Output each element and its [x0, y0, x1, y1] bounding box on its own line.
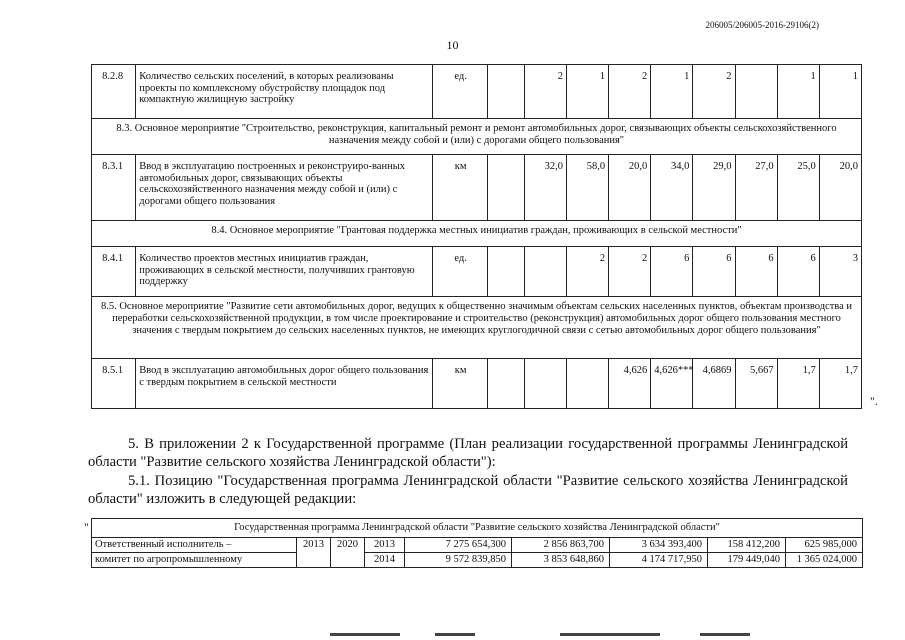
- indicator-name: Количество проектов местных инициатив граждан, проживающих в сельской местности, получивших грантовую поддержку: [136, 247, 433, 297]
- value-cell: 1: [819, 65, 861, 119]
- start-year: 2013: [297, 538, 331, 568]
- unit-cell: ед.: [433, 247, 488, 297]
- federal-cell: 2 856 863,700: [512, 538, 610, 553]
- unit-cell: км: [433, 359, 488, 409]
- row-number: 8.2.8: [92, 65, 136, 119]
- value-cell: 2: [524, 65, 566, 119]
- value-cell: 20,0: [609, 155, 651, 221]
- section-title: 8.3. Основное мероприятие "Строительство, реконструкция, капитальный ремонт и ремонт автомобильных дорог, связывающих объекты сельскохозяйственного назначения между собой и (или) с дорогами общего пользования": [92, 119, 862, 155]
- total-cell: 9 572 839,850: [405, 553, 512, 568]
- value-cell: 34,0: [651, 155, 693, 221]
- document-id: 206005/206005-2016-29106(2): [705, 20, 819, 30]
- scan-artifact: [560, 633, 660, 636]
- value-cell: 3: [819, 247, 861, 297]
- value-cell: 1: [651, 65, 693, 119]
- table-row: [92, 247, 862, 297]
- value-cell: 27,0: [735, 155, 777, 221]
- value-cell: 2: [693, 65, 735, 119]
- value-cell: 6: [735, 247, 777, 297]
- section-title: 8.4. Основное мероприятие "Грантовая поддержка местных инициатив граждан, проживающих в сельской местности": [92, 221, 862, 247]
- value-cell: [488, 359, 525, 409]
- value-cell: 4,626***: [651, 359, 693, 409]
- caption-row: [92, 519, 863, 538]
- value-cell: 4,626: [609, 359, 651, 409]
- executor-cell: Ответственный исполнитель –: [92, 538, 297, 553]
- scan-artifact: [330, 633, 400, 636]
- value-cell: [488, 65, 525, 119]
- indicators-table: [91, 64, 862, 409]
- paragraph-appendix: [88, 435, 848, 471]
- value-cell: 6: [693, 247, 735, 297]
- value-cell: 1,7: [777, 359, 819, 409]
- value-cell: 1: [777, 65, 819, 119]
- value-cell: [524, 247, 566, 297]
- row-number: 8.4.1: [92, 247, 136, 297]
- section-title: 8.5. Основное мероприятие "Развитие сети автомобильных дорог, ведущих к общественно значимым объектам сельских населенных пунктов, объектам производства и переработки сельскохозяйственной продукции, в том числе проектирование и строительство (реконструкция) автомобильных дорог общего пользования местного значения с твердым покрытием до сельских населенных пунктов, не имеющих круглогодичной связи с сетью автомобильных дорог общего пользования": [92, 297, 862, 359]
- indicator-name: Ввод в эксплуатацию построенных и реконструиро-ванных автомобильных дорог, связывающих объекты сельскохозяйственного назначения между собой и (или) с дорогами общего пользования: [136, 155, 433, 221]
- year-cell: 2013: [365, 538, 405, 553]
- total-cell: 7 275 654,300: [405, 538, 512, 553]
- value-cell: 32,0: [524, 155, 566, 221]
- value-cell: 5,667: [735, 359, 777, 409]
- value-cell: 1,7: [819, 359, 861, 409]
- value-cell: [488, 247, 525, 297]
- table-row: [92, 553, 863, 568]
- value-cell: 6: [777, 247, 819, 297]
- page-number: 10: [446, 38, 459, 52]
- scan-artifact: [435, 633, 475, 636]
- section-row: [92, 221, 862, 247]
- opening-quote: ": [84, 520, 89, 534]
- value-cell: 2: [567, 247, 609, 297]
- value-cell: 29,0: [693, 155, 735, 221]
- paragraph-text: 5.1. Позицию "Государственная программа Ленинградской области "Развитие сельского хозяйства Ленинградской области" изложить в следующей редакции:: [88, 473, 848, 507]
- unit-cell: ед.: [433, 65, 488, 119]
- table-row: [92, 65, 862, 119]
- executor-cell: комитет по агропромышленному: [92, 553, 297, 568]
- year-cell: 2014: [365, 553, 405, 568]
- indicator-name: Количество сельских поселений, в которых реализованы проекты по комплексному обустройству площадок под компактную жилищную застройку: [136, 65, 433, 119]
- value-cell: [524, 359, 566, 409]
- value-cell: 4,6869: [693, 359, 735, 409]
- row-number: 8.5.1: [92, 359, 136, 409]
- end-year: 2020: [331, 538, 365, 568]
- regional-cell: 3 634 393,400: [610, 538, 708, 553]
- value-cell: 2: [609, 247, 651, 297]
- value-cell: 2: [609, 65, 651, 119]
- paragraph-text: 5. В приложении 2 к Государственной программе (План реализации государственной программы Ленинградской области "Развитие сельского хозяйства Ленинградской области"):: [88, 436, 848, 470]
- other-cell: 1 365 024,000: [786, 553, 863, 568]
- value-cell: 25,0: [777, 155, 819, 221]
- paragraph-position: [88, 472, 848, 508]
- unit-cell: км: [433, 155, 488, 221]
- program-plan-table: [91, 518, 863, 568]
- value-cell: [488, 155, 525, 221]
- indicator-name: Ввод в эксплуатацию автомобильных дорог общего пользования с твердым покрытием в сельской местности: [136, 359, 433, 409]
- local-cell: 158 412,200: [708, 538, 786, 553]
- value-cell: 6: [651, 247, 693, 297]
- table-row: [92, 155, 862, 221]
- federal-cell: 3 853 648,860: [512, 553, 610, 568]
- value-cell: [735, 65, 777, 119]
- value-cell: 20,0: [819, 155, 861, 221]
- closing-quote: ".: [870, 394, 878, 408]
- regional-cell: 4 174 717,950: [610, 553, 708, 568]
- program-caption: Государственная программа Ленинградской области "Развитие сельского хозяйства Ленинградской области": [92, 519, 863, 538]
- scan-artifact: [700, 633, 750, 636]
- section-row: [92, 119, 862, 155]
- row-number: 8.3.1: [92, 155, 136, 221]
- table-row: [92, 538, 863, 553]
- value-cell: 58,0: [567, 155, 609, 221]
- local-cell: 179 449,040: [708, 553, 786, 568]
- value-cell: [567, 359, 609, 409]
- section-row: [92, 297, 862, 359]
- table-row: [92, 359, 862, 409]
- value-cell: 1: [567, 65, 609, 119]
- other-cell: 625 985,000: [786, 538, 863, 553]
